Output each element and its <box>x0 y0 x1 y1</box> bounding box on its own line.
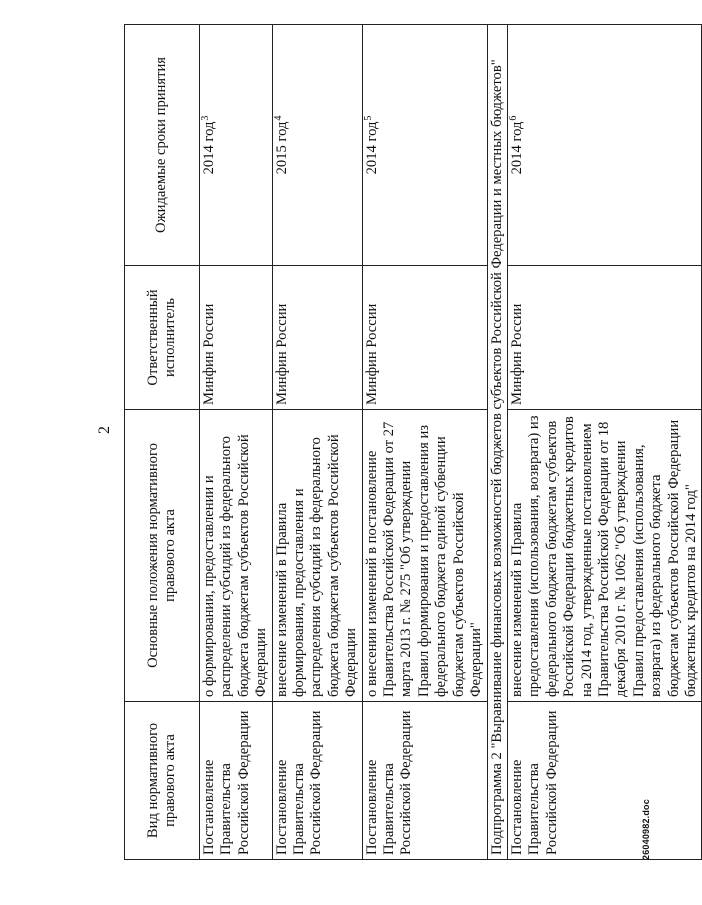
rotated-page <box>38 0 699 860</box>
cell-executor: Минфин России <box>362 266 487 410</box>
cell-term <box>272 25 362 266</box>
table-row <box>272 25 362 860</box>
table-row <box>200 25 273 860</box>
term-text: 2014 год <box>363 121 380 175</box>
header-provisions: Основные положения нормативного правового акта <box>125 410 200 702</box>
cell-provisions: о внесении изменений в постановление Правительства Российской Федерации от 27 марта 2013 г. № 275 "Об утверждении Правил формирования и предоставления из федерального бюджета единой субвенции бюджетам субъектов Российской Федерации" <box>362 410 487 702</box>
subprogram-row <box>487 25 507 860</box>
term-text: 2015 год <box>273 121 290 175</box>
legal-acts-table <box>124 24 702 860</box>
cell-act-type: Постановление Правительства Российской Федерации <box>200 702 273 860</box>
term-text: 2014 год <box>508 121 525 175</box>
table-row <box>507 25 701 860</box>
header-term: Ожидаемые сроки принятия <box>125 25 200 266</box>
table-header-row <box>125 25 200 860</box>
footnote-mark: 3 <box>200 115 211 121</box>
cell-act-type: Постановление Правительства Российской Федерации <box>272 702 362 860</box>
header-act-type: Вид нормативного правового акта <box>125 702 200 860</box>
term-text: 2014 год <box>201 121 217 175</box>
table-row <box>362 25 487 860</box>
cell-executor: Минфин России <box>507 266 701 410</box>
header-executor: Ответственный исполнитель <box>125 266 200 410</box>
cell-provisions: внесение изменений в Правила предоставления (использования, возврата) из федерального бюджета бюджетам субъектов Российской Федерации бюджетных кредитов на 2014 год, утвержденные постановлением Правительства Российской Федерации от 18 декабря 2010 г. № 1062 "Об утверждении Правил предоставления (использования, возврата) из федерального бюджета бюджетам субъектов Российской Федерации бюджетных кредитов на 2014 год" <box>507 410 701 702</box>
footnote-mark: 5 <box>362 115 374 121</box>
footer-doc-code: 26040982.doc <box>641 799 651 860</box>
cell-act-type: Постановление Правительства Российской Федерации <box>507 702 701 860</box>
cell-provisions: о формировании, предоставлении и распределении субсидий из федерального бюджета бюджетам субъектов Российской Федерации <box>200 410 273 702</box>
cell-provisions: внесение изменений в Правила формирования, предоставления и распределения субсидий из федерального бюджета бюджетам субъектов Российской Федерации <box>272 410 362 702</box>
cell-term <box>200 25 273 266</box>
footnote-mark: 6 <box>507 115 519 121</box>
page-number: 2 <box>96 426 113 434</box>
cell-term <box>362 25 487 266</box>
cell-term <box>507 25 701 266</box>
cell-executor: Минфин России <box>272 266 362 410</box>
footnote-mark: 4 <box>272 115 284 121</box>
cell-executor: Минфин России <box>200 266 273 410</box>
subprogram-title: Подпрограмма 2 "Выравнивание финансовых возможностей бюджетов субъектов Российской Федерации и местных бюджетов" <box>487 25 507 860</box>
cell-act-type: Постановление Правительства Российской Федерации <box>362 702 487 860</box>
